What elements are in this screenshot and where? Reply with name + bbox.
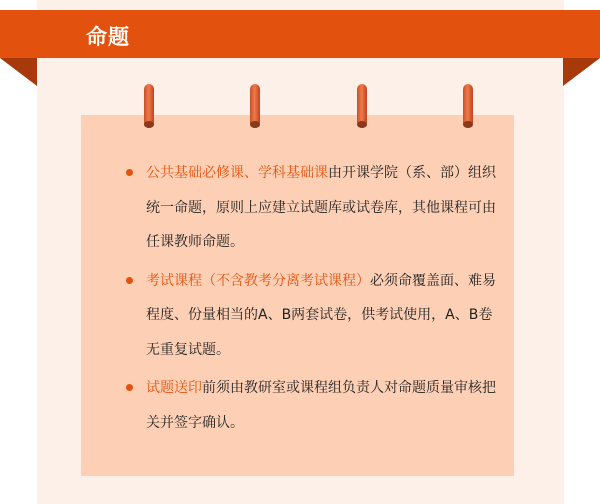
binder-ring-hole (463, 121, 473, 128)
list-item (126, 156, 496, 260)
highlight-text: 试题送印 (146, 380, 202, 396)
binder-ring-hole (144, 121, 154, 128)
bullet-list (126, 156, 496, 444)
banner-fold-left (0, 58, 37, 86)
body-text: 由开课学院（系、部）组织统一命题，原则上应建立试题库或试卷库，其他课程可由任课教师命题。 (146, 165, 496, 250)
body-text: 必须命覆盖面、难易程度、份量相当的A、B两套试卷，供考试使用，A、B卷无重复试题。 (146, 272, 496, 358)
body-text: 前须由教研室或课程组负责人对命题质量审核把关并签字确认。 (146, 380, 496, 431)
title-banner (0, 10, 600, 58)
list-item (126, 264, 496, 368)
list-item (126, 371, 496, 440)
highlight-text: 考试课程（不含教考分离考试课程） (146, 272, 370, 289)
binder-ring-hole (357, 121, 367, 128)
bullet-dot-icon (126, 277, 133, 284)
highlight-text: 公共基础必修课、学科基础课 (146, 165, 328, 181)
banner-fold-right (563, 58, 600, 86)
bullet-dot-icon (126, 384, 133, 391)
page-title: 命题 (86, 25, 130, 49)
bullet-dot-icon (126, 169, 133, 176)
binder-ring-hole (250, 121, 260, 128)
